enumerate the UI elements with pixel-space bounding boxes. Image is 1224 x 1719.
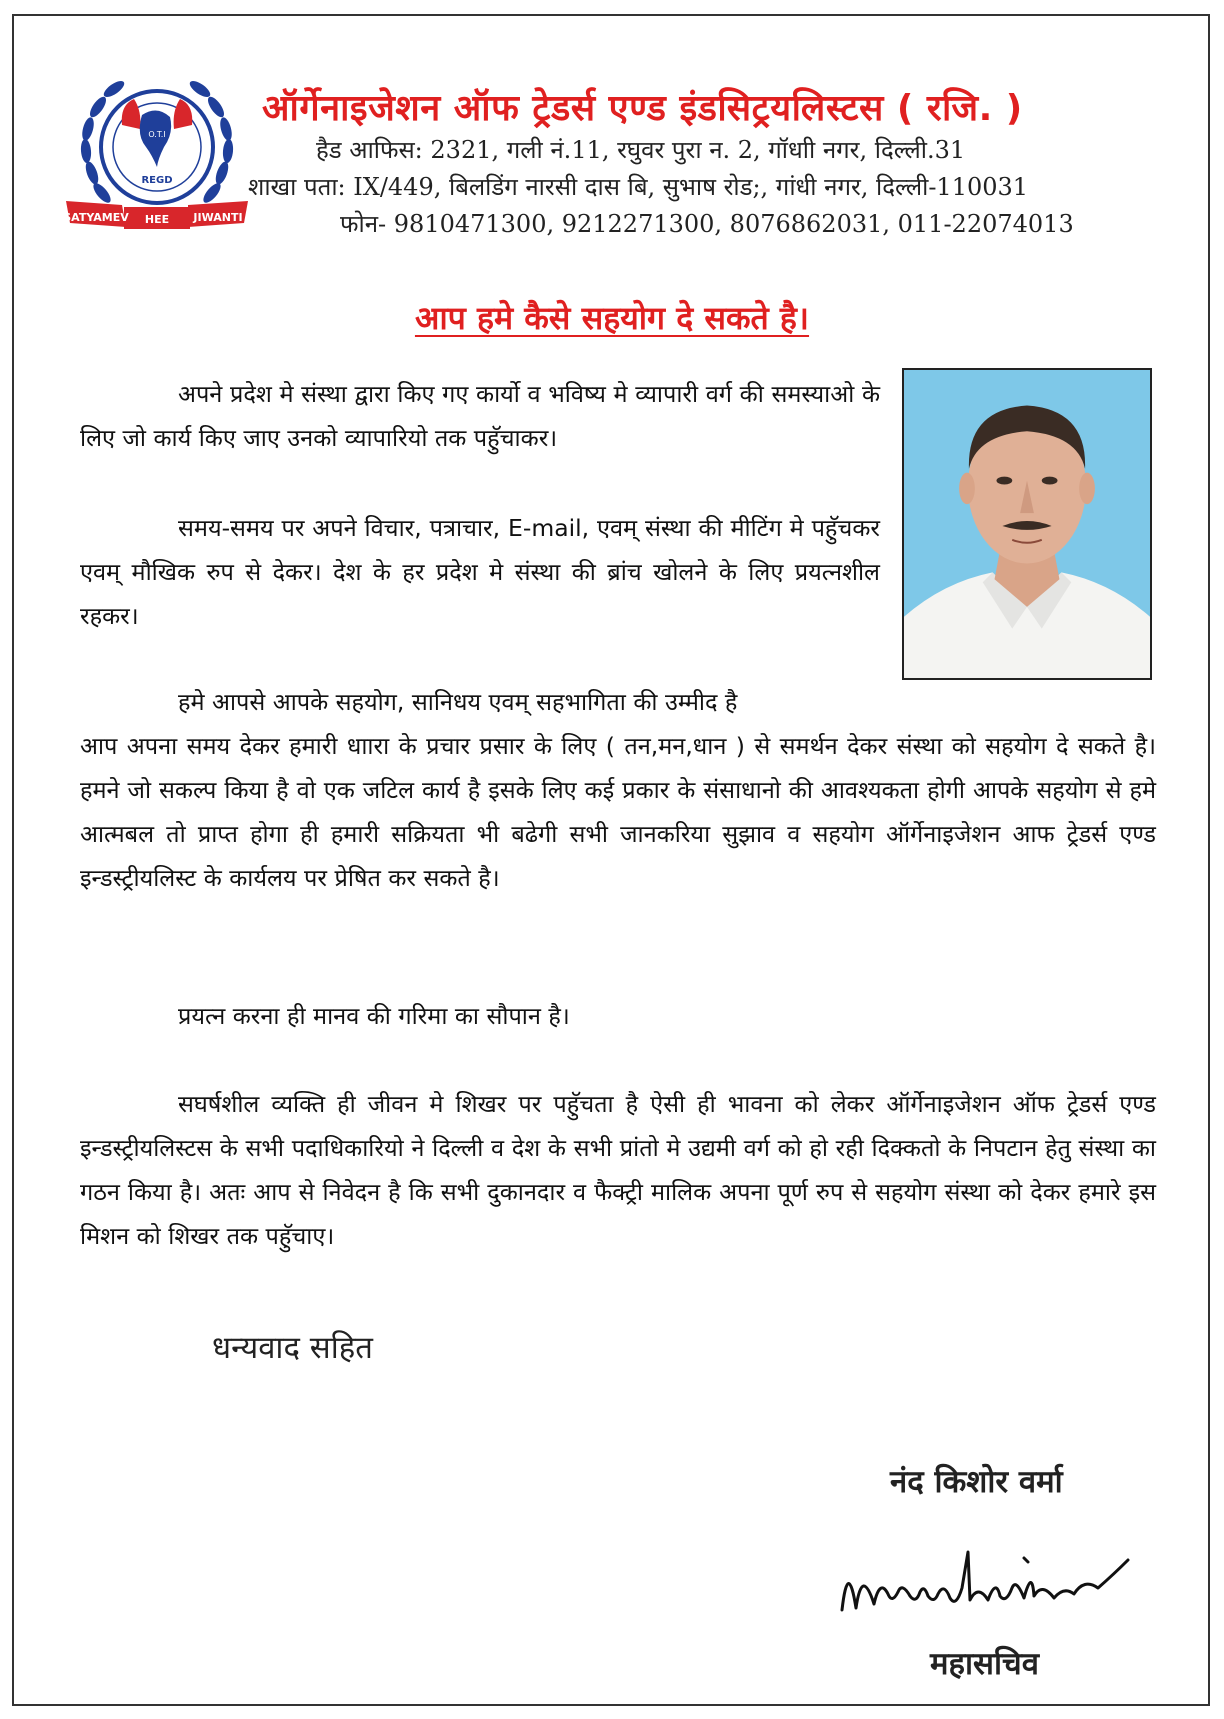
paragraph-3-rest: आप अपना समय देकर हमारी धाारा के प्रचार प्रसार के लिए ( तन,मन,धान ) से समर्थन देकर संस्था को सहयोग दे सकते है। हमने जो सकल्प किया है वो एक जटिल कार्य है इसके लिए कई प्रकार के संसाधानो की आवश्यकता होगी आपके सहयोग से हमे आत्मबल तो प्राप्त होगा ही हमारी सक्रियता भी बढेगी सभी जानकरिया सुझाव व सहयोग ऑर्गेनाइजेशन आफ ट्रेडर्स एण्ड इन्डस्ट्रीयलिस्ट के कार्यलय पर प्रेषित कर सकते है। bbox=[80, 732, 1156, 892]
paragraph-3-first-line: हमे आपसे आपके सहयोग, सानिधय एवम् सहभागिता की उम्मीद है bbox=[178, 688, 738, 716]
svg-text:SATYAMEV: SATYAMEV bbox=[63, 211, 129, 224]
svg-text:REGD: REGD bbox=[141, 175, 173, 186]
paragraph-1: अपने प्रदेश मे संस्था द्वारा किए गए कार्यो व भविष्य मे व्यापारी वर्ग की समस्याओ के लिए जो कार्य किए जाए उनको व्यापारियो तक पहॅुचाकर। bbox=[80, 380, 880, 452]
handwritten-signature bbox=[828, 1538, 1138, 1628]
svg-text:O.T.I: O.T.I bbox=[148, 130, 166, 139]
paragraph-4: प्रयत्न करना ही मानव की गरिमा का सौपान है। bbox=[178, 1002, 570, 1030]
organization-logo bbox=[62, 55, 252, 245]
head-office-address: हैड आफिस: 2321, गली नं.11, रघुवर पुरा न. 2, गॉधाी नगर, दिल्ली.31 bbox=[316, 136, 966, 164]
branch-address: शाखा पता: IX/449, बिलडिंग नारसी दास बि, सुभाष रोड;, गांधी नगर, दिल्ली-110031 bbox=[248, 173, 1029, 201]
svg-text:HEE: HEE bbox=[144, 213, 170, 226]
svg-text:JIWANTI: JIWANTI bbox=[193, 211, 243, 224]
phone-numbers: फोन- 9810471300, 9212271300, 8076862031, 011-22074013 bbox=[340, 210, 1074, 238]
document-title-text: आप हमे कैसे सहयोग दे सकते है। bbox=[414, 299, 810, 337]
document-title bbox=[0, 296, 1224, 339]
organization-name: ऑर्गेनाइजेशन ऑफ ट्रेडर्स एण्ड इंडसिट्रयलिस्टस ( रजि. ) bbox=[262, 88, 1023, 129]
signer-name: नंद किशोर वर्मा bbox=[890, 1464, 1063, 1500]
paragraph-2: समय-समय पर अपने विचार, पत्राचार, E-mail, एवम् संस्था की मीटिंग मे पहॅुचकर एवम् मौखिक रुप से देकर। देश के हर प्रदेश मे संस्था की ब्रांच खोलने के लिए प्रयत्नशील रहकर। bbox=[80, 514, 880, 630]
designation: महासचिव bbox=[930, 1646, 1039, 1682]
paragraph-5: सघर्षशील व्यक्ति ही जीवन मे शिखर पर पहॅुचता है ऐसी ही भावना को लेकर ऑर्गेनाइजेशन ऑफ ट्रेडर्स एण्ड इन्डस्ट्रीयलिस्टस के सभी पदाधिकारियो ने दिल्ली व देश के सभी प्रांतो मे उद्यमी वर्ग को हो रही दिक्कतो के निपटान हेतु संस्था का गठन किया है। अतः आप से निवेदन है कि सभी दुकानदार व फैक्ट्री मालिक अपना पूर्ण रुप से सहयोग संस्था को देकर हमारे इस मिशन को शिखर तक पहॅुचाए। bbox=[80, 1090, 1156, 1250]
portrait-photo bbox=[902, 368, 1152, 680]
closing-salutation: धन्यवाद सहित bbox=[212, 1330, 373, 1366]
